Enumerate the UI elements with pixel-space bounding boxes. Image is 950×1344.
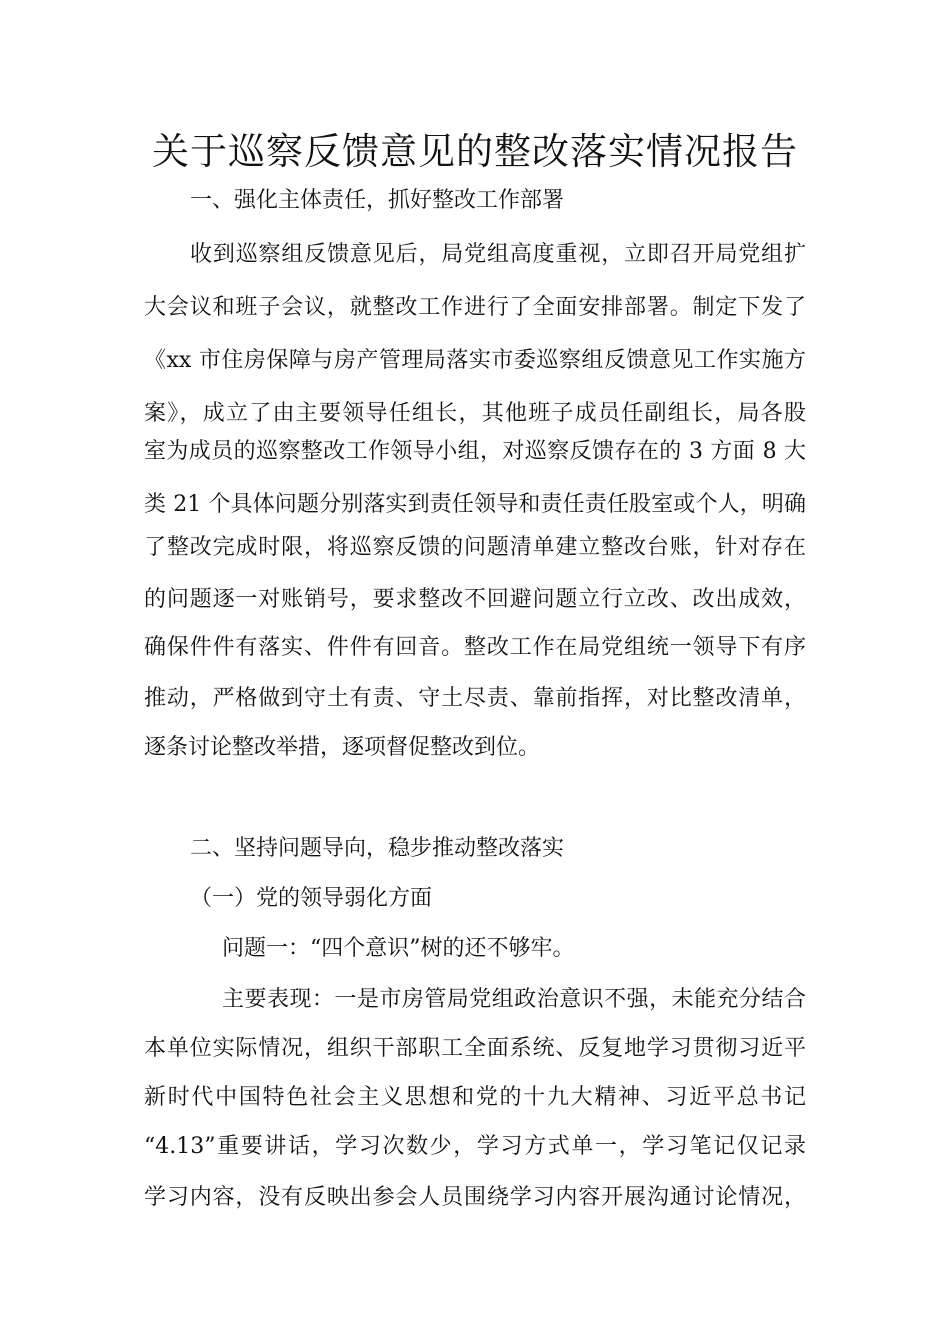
paragraph-line: 本单位实际情况，组织干部职工全面系统、反复地学习贯彻习近平 — [144, 1036, 806, 1061]
paragraph-line: 《xx 市住房保障与房产管理局落实市委巡察组反馈意见工作实施方 — [144, 348, 806, 373]
paragraph-line: 学习内容，没有反映出参会人员围绕学习内容开展沟通讨论情况， — [144, 1185, 806, 1210]
paragraph-line: 类 21 个具体问题分别落实到责任领导和责任责任股室或个人，明确 — [144, 492, 806, 517]
section-1-heading: 一、强化主体责任，抓好整改工作部署 — [190, 188, 565, 213]
paragraph-line: 了整改完成时限，将巡察反馈的问题清单建立整改台账，针对存在 — [144, 535, 806, 560]
paragraph-line: 室为成员的巡察整改工作领导小组，对巡察反馈存在的 3 方面 8 大 — [144, 439, 806, 464]
document-title: 关于巡察反馈意见的整改落实情况报告 — [152, 130, 798, 173]
paragraph-line: 的问题逐一对账销号，要求整改不回避问题立行立改、改出成效， — [144, 587, 806, 612]
paragraph-line: “4.13”重要讲话，学习次数少，学习方式单一，学习笔记仅记录 — [144, 1134, 806, 1159]
section-2-heading: 二、坚持问题导向，稳步推动整改落实 — [190, 836, 565, 861]
paragraph-line: 案》，成立了由主要领导任组长，其他班子成员任副组长，局各股 — [144, 401, 806, 426]
paragraph-line: 收到巡察组反馈意见后，局党组高度重视，立即召开局党组扩 — [190, 242, 806, 267]
problem-statement: 问题一：“四个意识”树的还不够牢。 — [222, 936, 575, 961]
section-2-subheading: （一）党的领导弱化方面 — [190, 886, 433, 911]
paragraph-line: 逐条讨论整改举措，逐项督促整改到位。 — [144, 735, 541, 760]
paragraph-line: 确保件件有落实、件件有回音。整改工作在局党组统一领导下有序 — [144, 635, 806, 660]
paragraph-line: 新时代中国特色社会主义思想和党的十九大精神、习近平总书记 — [144, 1085, 806, 1110]
paragraph-line: 主要表现：一是市房管局党组政治意识不强，未能充分结合 — [222, 987, 806, 1012]
paragraph-line: 大会议和班子会议，就整改工作进行了全面安排部署。制定下发了 — [144, 295, 806, 320]
paragraph-line: 推动，严格做到守土有责、守土尽责、靠前指挥，对比整改清单， — [144, 686, 806, 711]
